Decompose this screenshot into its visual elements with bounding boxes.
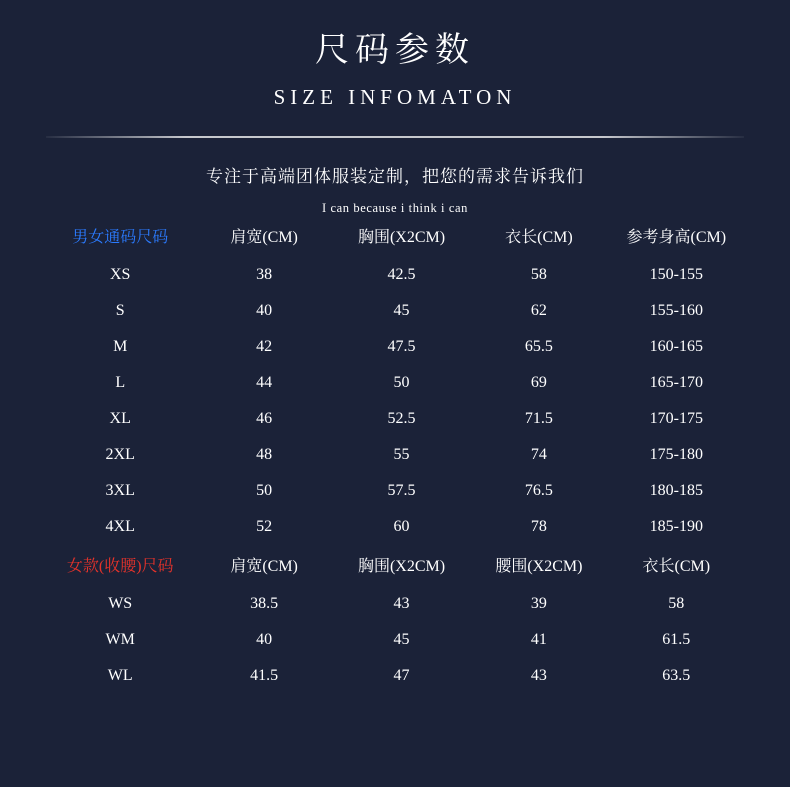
cell-value: 175-180 bbox=[649, 446, 703, 463]
cell-value: 62 bbox=[530, 302, 547, 319]
cell-value: 43 bbox=[393, 595, 410, 612]
column-header: 肩宽(CM) bbox=[230, 229, 298, 246]
cell-value: 41.5 bbox=[250, 667, 279, 684]
column-header: 参考身高(CM) bbox=[626, 229, 727, 246]
column-header: 女款(收腰)尺码 bbox=[66, 558, 174, 575]
cell-value: 61.5 bbox=[662, 631, 691, 648]
table-row bbox=[45, 329, 745, 365]
cell-value: 38 bbox=[256, 266, 273, 283]
cell-value: 74 bbox=[530, 446, 547, 463]
cell-value: 46 bbox=[256, 410, 273, 427]
cell-value: 60 bbox=[393, 518, 410, 535]
cell-value: 58 bbox=[668, 595, 685, 612]
cell-value: 78 bbox=[530, 518, 547, 535]
page-title-en: SIZE INFOMATON bbox=[273, 85, 517, 109]
women-size-table bbox=[45, 545, 745, 694]
unisex-size-table bbox=[45, 216, 745, 545]
cell-value: 57.5 bbox=[387, 482, 416, 499]
column-header: 衣长(CM) bbox=[505, 229, 573, 246]
size-label: WS bbox=[108, 595, 133, 612]
column-header: 腰围(X2CM) bbox=[495, 558, 583, 575]
cell-value: 47.5 bbox=[387, 338, 416, 355]
column-header: 胸围(X2CM) bbox=[357, 558, 446, 575]
cell-value: 160-165 bbox=[649, 338, 703, 355]
table-header-row bbox=[45, 216, 745, 257]
cell-value: 63.5 bbox=[662, 667, 691, 684]
column-header: 肩宽(CM) bbox=[230, 558, 298, 575]
cell-value: 45 bbox=[393, 302, 410, 319]
cell-value: 42 bbox=[256, 338, 273, 355]
cell-value: 40 bbox=[256, 302, 273, 319]
cell-value: 76.5 bbox=[524, 482, 553, 499]
size-label: 2XL bbox=[105, 446, 135, 463]
size-label: 3XL bbox=[105, 482, 135, 499]
cell-value: 71.5 bbox=[524, 410, 553, 427]
cell-value: 42.5 bbox=[387, 266, 416, 283]
column-header: 胸围(X2CM) bbox=[357, 229, 446, 246]
size-label: S bbox=[115, 302, 125, 319]
table-header-row bbox=[45, 545, 745, 586]
cell-value: 52.5 bbox=[387, 410, 416, 427]
cell-value: 58 bbox=[530, 266, 547, 283]
cell-value: 48 bbox=[256, 446, 273, 463]
size-label: L bbox=[115, 374, 126, 391]
column-header: 男女通码尺码 bbox=[72, 229, 169, 246]
table-row bbox=[45, 401, 745, 437]
table-row bbox=[45, 257, 745, 293]
table-row bbox=[45, 586, 745, 622]
cell-value: 52 bbox=[256, 518, 273, 535]
page-title-cn: 尺码参数 bbox=[315, 32, 475, 69]
cell-value: 65.5 bbox=[524, 338, 553, 355]
cell-value: 185-190 bbox=[649, 518, 703, 535]
cell-value: 69 bbox=[530, 374, 547, 391]
cell-value: 45 bbox=[393, 631, 410, 648]
cell-value: 50 bbox=[256, 482, 273, 499]
cell-value: 150-155 bbox=[649, 266, 703, 283]
table-row bbox=[45, 509, 745, 545]
table-row bbox=[45, 473, 745, 509]
column-header: 衣长(CM) bbox=[642, 558, 711, 575]
table-row bbox=[45, 365, 745, 401]
table-row bbox=[45, 293, 745, 329]
cell-value: 44 bbox=[256, 374, 273, 391]
subtitle-en: I can because i think i can bbox=[321, 201, 468, 215]
cell-value: 38.5 bbox=[250, 595, 279, 612]
size-label: XS bbox=[109, 266, 131, 283]
cell-value: 39 bbox=[530, 595, 547, 612]
cell-value: 55 bbox=[393, 446, 410, 463]
table-row bbox=[45, 437, 745, 473]
cell-value: 47 bbox=[393, 667, 410, 684]
size-label: WM bbox=[105, 631, 135, 648]
table-row bbox=[45, 622, 745, 658]
cell-value: 170-175 bbox=[649, 410, 703, 427]
size-label: 4XL bbox=[105, 518, 135, 535]
cell-value: 41 bbox=[530, 631, 547, 648]
cell-value: 155-160 bbox=[649, 302, 703, 319]
cell-value: 165-170 bbox=[649, 374, 703, 391]
cell-value: 50 bbox=[393, 374, 410, 391]
subtitle-cn: 专注于高端团体服装定制，把您的需求告诉我们 bbox=[206, 167, 584, 186]
header-divider bbox=[46, 136, 744, 138]
size-label: M bbox=[113, 338, 128, 355]
cell-value: 40 bbox=[256, 631, 273, 648]
table-row bbox=[45, 658, 745, 694]
size-label: WL bbox=[107, 667, 133, 684]
size-label: XL bbox=[109, 410, 131, 427]
cell-value: 43 bbox=[530, 667, 547, 684]
cell-value: 180-185 bbox=[649, 482, 703, 499]
